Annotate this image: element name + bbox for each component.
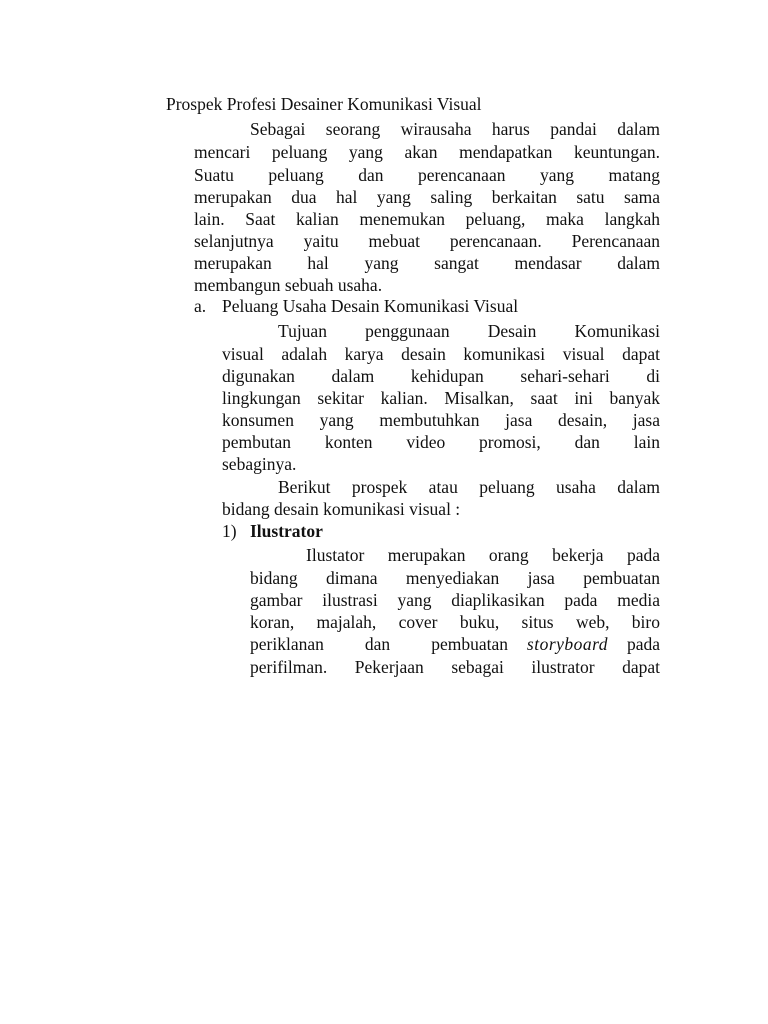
item-1-line-5-word: periklanan (250, 634, 324, 654)
intro-line-5: lain. Saat kalian menemukan peluang, maka langkah (194, 209, 660, 229)
intro-line-3: Suatu peluang dan perencanaan yang matang (194, 165, 660, 185)
intro-line-4: merupakan dua hal yang saling berkaitan satu sama (194, 187, 660, 207)
item-1-line-4: koran, majalah, cover buku, situs web, biro (250, 612, 660, 632)
intro-line-1: Sebagai seorang wirausaha harus pandai dalam (250, 119, 660, 139)
section-a-p1-line-3: digunakan dalam kehidupan sehari-sehari di (222, 366, 660, 386)
intro-line-8: membangun sebuah usaha. (194, 275, 383, 295)
section-a-p1-line-4: lingkungan sekitar kalian. Misalkan, saat ini banyak (222, 388, 660, 408)
item-1-line-1: Ilustator merupakan orang bekerja pada (306, 545, 660, 565)
item-1-line-5-before (250, 633, 508, 655)
section-a-title: Peluang Usaha Desain Komunikasi Visual (222, 296, 519, 316)
intro-line-2: mencari peluang yang akan mendapatkan keuntungan. (194, 142, 660, 162)
item-1-line-3: gambar ilustrasi yang diaplikasikan pada media (250, 590, 660, 610)
section-a-p1-line-1: Tujuan penggunaan Desain Komunikasi (278, 321, 660, 341)
item-1-number: 1) (222, 521, 237, 541)
section-a-p1-line-5: konsumen yang membutuhkan jasa desain, jasa (222, 410, 660, 430)
section-a-p1-line-6: pembutan konten video promosi, dan lain (222, 432, 660, 452)
section-a-p1-line-7: sebaginya. (222, 454, 297, 474)
item-1-line-5-after: pada (626, 634, 660, 654)
section-a-p2-line-1: Berikut prospek atau peluang usaha dalam (278, 477, 660, 497)
document-title: Prospek Profesi Desainer Komunikasi Visual (166, 94, 482, 114)
item-1-title: Ilustrator (250, 521, 323, 541)
section-a-p2-line-2: bidang desain komunikasi visual : (222, 499, 461, 519)
intro-line-7: merupakan hal yang sangat mendasar dalam (194, 253, 660, 273)
item-1-line-6: perifilman. Pekerjaan sebagai ilustrator dapat (250, 657, 660, 677)
section-a-label: a. (194, 296, 207, 316)
item-1-line-5-word: pembuatan (431, 634, 508, 654)
item-1-line-5 (250, 633, 660, 655)
intro-line-6: selanjutnya yaitu mebuat perencanaan. Perencanaan (194, 231, 660, 251)
item-1-line-5-italic: storyboard (526, 634, 609, 654)
section-a-p1-line-2: visual adalah karya desain komunikasi visual dapat (222, 344, 660, 364)
item-1-line-2: bidang dimana menyediakan jasa pembuatan (250, 568, 660, 588)
item-1-line-5-word: dan (364, 634, 391, 654)
